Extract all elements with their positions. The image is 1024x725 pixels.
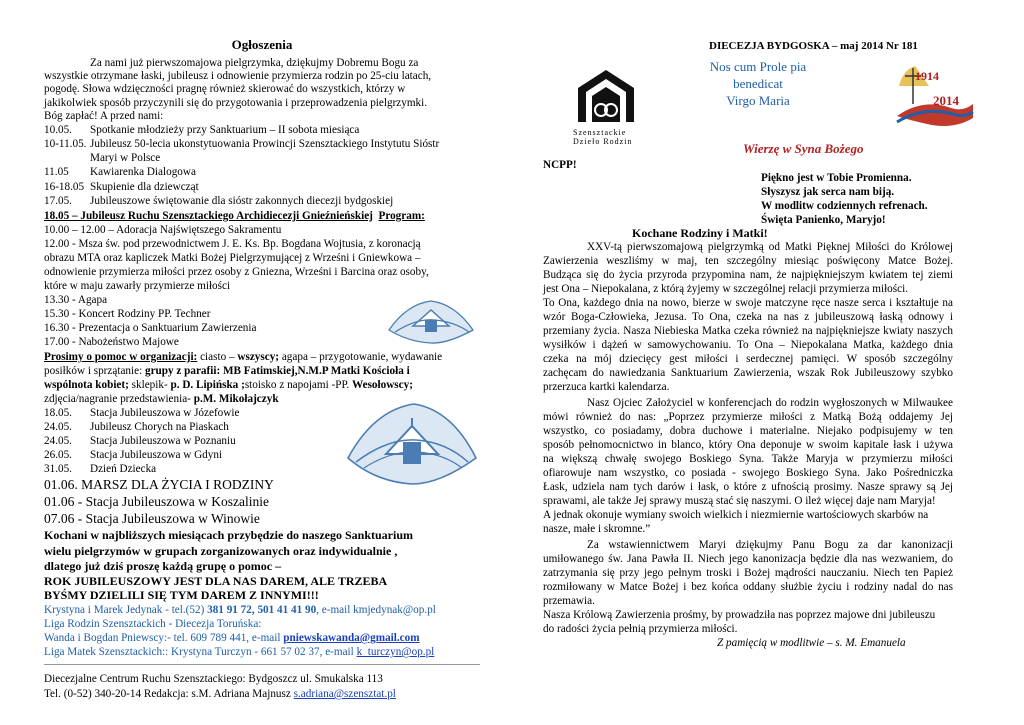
event-text: Skupienie dla dziewcząt [90, 181, 199, 193]
contact-phone: 381 91 72, 501 41 41 90 [207, 604, 317, 616]
ncpp: NCPP! [543, 159, 577, 171]
jubilee-title: 18.05 – Jubileusz Ruchu Szensztackiego Archidiecezji Gnieźnieńskiej [44, 210, 373, 222]
help-text: wspólnota kobiet; [44, 379, 129, 391]
letter-line: jest Ona – Niepokalana, z którą żyjemy w szczególnej relacji przymierza miłości. [543, 283, 908, 295]
letter-line: To Ona, każdego dnia na nowo, bierze w swoje matczyne ręce nasze serca i kształtuje na [543, 297, 953, 309]
help-text: ciasto – [197, 351, 238, 363]
motto-line: ROK JUBILEUSZOWY JEST DLA NAS DAREM, ALE TRZEBA [44, 574, 388, 588]
program-line: obrazu MTA oraz kapliczek Matki Bożej Pielgrzymującej z Wrześni i Gniewkowa – [44, 252, 421, 264]
letter-line: sposób pełnomocnictwo in blanco, który Ona deponuje w swoim kapitale łask i używa [543, 439, 953, 451]
event-text: Maryi w Polsce [90, 152, 161, 164]
event-text: Stacja Jubileuszowa w Gdyni [90, 449, 223, 461]
contact-text: Krystyna i Marek Jedynak - tel.(52) [44, 604, 208, 616]
help-text: zdjęcia/nagranie przedstawienia- [44, 393, 194, 405]
program-label: Program: [378, 210, 425, 222]
footer-contact [44, 688, 396, 701]
announcements-title: Ogłoszenia [231, 37, 293, 52]
letter-heading: Kochane Rodziny i Matki! [632, 226, 768, 240]
shrine-emblem-icon [344, 398, 480, 486]
program-line: 17.00 - Nabożeństwo Majowe [44, 336, 179, 348]
letter-line: wzór Boga-Człowieka, Jezusa. To Ona, czeka na nas z jubileuszową łaską odnowy i [543, 311, 953, 323]
event-date: 16-18.05 [44, 181, 85, 193]
event-text: Kawiarenka Dialogowa [90, 166, 196, 178]
letter-line: czeka na mój dziecięcy gest miłości i serdecznej pamięci. W sposób szczególny [543, 353, 953, 365]
program-line: które w maju zawarły przymierze miłości [44, 280, 231, 292]
letter-line: mówi również do nas: „Poprzez przymierze miłości z Matką Bożą oddajemy Jej [543, 411, 953, 423]
help-text: p.M. Mikołajczyk [193, 393, 279, 405]
program-line: 10.00 – 12.00 – Adoracja Najświętszego Sakramentu [44, 224, 282, 236]
poem-line: W modlitw codziennych refrenach. [761, 200, 928, 212]
letter-line: sprawami, ale także Jej sprawy muszą stać się naszymi. O ileż więcej daje nam Maryja! [543, 495, 936, 507]
help-label: Prosimy o pomoc w organizacji: [44, 351, 198, 363]
email-link[interactable]: k_turczyn@op.pl [356, 646, 435, 658]
letter-line: Nasza Królową Zawierzenia prośmy, by prowadziła nas poprzez majowe dni jubileuszu [543, 609, 936, 621]
help-text: agapa – przygotowanie, wydawanie [279, 351, 443, 363]
contact-text: , e-mail kmjedynak@op.pl [316, 604, 436, 616]
signature: Z pamięcią w modlitwie – s. M. Emanuela [717, 637, 906, 649]
motto-line: BYŚMY DZIELILI SIĘ TYM DAREM Z INNYMI!!! [44, 588, 319, 602]
appeal-line: wielu pielgrzymów w grupach zorganizowanych oraz indywidualnie , [44, 544, 398, 558]
blessing-line: Nos cum Prole pia [709, 59, 807, 74]
jubilee-line [44, 210, 425, 223]
event-date: 10-11.05. [44, 138, 87, 150]
event-date: 26.05. [44, 449, 72, 461]
program-line: 16.30 - Prezentacja o Sanktuarium Zawierzenia [44, 322, 257, 334]
intro-line: pogodę. Słowa wdzięczności pragnę również skierować do wszystkich, którzy w [44, 83, 406, 95]
letter-line: umiłowanego św. Jana Pawła II. Niech jego kanonizacja będzie dla nas wezwaniem, do [543, 553, 953, 565]
help-line [44, 351, 442, 364]
contact-text: Liga Matek Szensztackich:: Krystyna Turczyn - 661 57 02 37, e-mail [44, 646, 357, 658]
event-text: Dzień Dziecka [90, 463, 157, 475]
contact-pniewscy [44, 632, 420, 645]
help-line [44, 365, 410, 378]
poem-line: Piękno jest w Tobie Promienna. [761, 172, 912, 184]
event-date: 17.05. [44, 195, 72, 207]
station-koszalin: 01.06 - Stacja Jubileuszowa w Koszalinie [44, 494, 269, 509]
intro-line: jakikolwiek sposób przyczynili się do przygotowania i przeprowadzenia pielgrzymki. [44, 97, 428, 109]
event-text: Stacja Jubileuszowa w Józefowie [90, 407, 240, 419]
contact-jedynak [44, 604, 436, 617]
help-text: wszyscy; [237, 351, 280, 363]
help-line [44, 393, 279, 406]
letter-line: Zawierzenia weszliśmy w maj, ten szczególny miesiąc poświęcony Matce Bożej. [543, 255, 953, 267]
letter-line: Nasz Ojciec Założyciel w konferencjach do rodzin wygłoszonych w Milwaukee [587, 397, 953, 409]
email-link[interactable]: pniewskawanda@gmail.com [283, 632, 420, 644]
letter-line: przerzuca kartki kalendarza. [543, 381, 670, 393]
letter-line: A jednak okonuje wymiany swoich wielkich i niezmiernie wartościowych skarbów na [543, 509, 929, 521]
issue-header: DIECEZJA BYDGOSKA – maj 2014 Nr 181 [709, 40, 918, 52]
help-text: grupy z parafii: MB Fatimskiej,N.M.P Matki Kościoła i [144, 365, 410, 377]
contact-turczyn [44, 646, 434, 659]
program-line: 13.30 - Agapa [44, 294, 108, 306]
appeal-line: Kochani w najbliższych miesiącach przybędzie do naszego Sanktuarium [44, 528, 414, 542]
footer-text: Tel. (0-52) 340-20-14 Redakcja: s.M. Adriana Majnusz [44, 688, 294, 700]
letter-line: XXV-tą pierwszomajową pielgrzymką od Matki Pięknej Miłości do Królowej [587, 241, 953, 253]
letter-line: Łask, udziela nam tych darów i łask, o które z ufnością prosimy. Nasze sprawy są Jej [543, 481, 953, 493]
intro-line: Za nami już pierwszomajowa pielgrzymka, dziękujmy Dobremu Bogu za [90, 57, 419, 69]
help-text: p. D. Lipińska ; [170, 379, 245, 391]
letter-line: Za wstawiennictwem Maryi dziękujmy Panu Bogu za dar kanonizacji [587, 539, 953, 551]
program-line: odnowienie przymierza miłości przez osoby z Gniezna, Wrześni i Barcina oraz osoby, [44, 266, 429, 278]
contact-league-title: Liga Rodzin Szensztackich - Diecezja Toruńska: [44, 618, 262, 630]
event-date: 18.05. [44, 407, 72, 419]
poem-line: Słyszysz jak serca nam biją. [761, 186, 895, 198]
help-line [44, 379, 413, 392]
letter-line: Budząca się do życia przyroda przypomina nam, że najpiękniejszym kwiatem tej ziemi [543, 269, 953, 281]
shrine-emblem-icon [387, 296, 475, 344]
jubilee-year: 1914 [915, 69, 939, 83]
logo-caption: Szensztackie [573, 128, 627, 137]
help-text: posiłków i sprzątanie: [44, 365, 145, 377]
march-for-life: 01.06. MARSZ DLA ŻYCIA I RODZINY [44, 477, 274, 492]
letter-line: zatrzymania się przy jego pełnym troski i Bożej mądrości nauczaniu. Niech ten Papież [543, 567, 953, 579]
letter-line: nasze, małe i skromne.” [543, 523, 651, 535]
event-text: Jubileusz Chorych na Piaskach [90, 421, 229, 433]
blessing-line: Virgo Maria [726, 93, 790, 108]
footer-address: Diecezjalne Centrum Ruchu Szensztackiego: Bydgoszcz ul. Smukalska 113 [44, 673, 383, 685]
event-date: 24.05. [44, 435, 72, 447]
jubilee-year: 2014 [933, 93, 959, 108]
event-date: 24.05. [44, 421, 72, 433]
event-date: 11.05 [44, 166, 69, 178]
letter-line: do radości życia pełnią przymierza miłości. [543, 623, 738, 635]
poem-line: Święta Panienko, Maryjo! [761, 214, 886, 226]
schoenstatt-family-logo-icon [570, 68, 642, 124]
letter-line: wszystko, co posiadamy, dobra duchowe i materialne. Niejako podpisujemy w ten [543, 425, 953, 437]
letter-line: na większą chwałę swojego Boskiego Syna. Także Maryja w przymierzu miłości [543, 453, 953, 465]
letter-line: zachęcam do nawiedzania Sanktuarium Zawierzenia, wszak Rok Jubileuszowy szybko [543, 367, 953, 379]
letter-line: rozmiłowany w Matce Bożej i bez końca oddany służbie życiu i rodziny nadal do nas [543, 581, 953, 593]
contact-text: Wanda i Bogdan Pniewscy:- tel. 609 789 441, e-mail [44, 632, 284, 644]
event-date: 10.05. [44, 124, 72, 136]
letter-line: ofiarowuje nam wszystko, co posiada - swojego Boskiego Syna. Jako Pośredniczka [543, 467, 953, 479]
letter-line: przemiany życia. Nasza Niebieska Matka czeka również na najpiękniejsze kwiaty naszych [543, 325, 953, 337]
event-text: Jubileuszowe świętowanie dla sióstr zakonnych diecezji bydgoskiej [90, 195, 394, 207]
program-line: 12.00 - Msza św. pod przewodnictwem J. E. Ks. Bp. Bogdana Wojtusia, z koronacją [44, 238, 421, 250]
intro-line: Bóg zapłać! A przed nami: [44, 110, 164, 122]
help-text: sklepik- [128, 379, 171, 391]
footer-divider [44, 664, 480, 665]
believe-heading: Wierzę w Syna Bożego [743, 141, 864, 156]
event-text: Jubileusz 50-lecia ukonstytuowania Prowincji Szensztackiego Instytutu Sióstr [90, 138, 440, 150]
intro-line: wszystkie otrzymane łaski, jubileusz i odnowienie przymierza rodzin po 25-ciu latach, [44, 70, 432, 82]
appeal-line: dlatego już dziś proszę każdą grupę o pomoc – [44, 559, 282, 573]
help-text: stoisko z napojami -PP. [244, 379, 353, 391]
event-text: Stacja Jubileuszowa w Poznaniu [90, 435, 236, 447]
blessing-line: benedicat [733, 76, 783, 91]
letter-line: przemawia. [543, 595, 595, 607]
email-link[interactable]: s.adriana@szensztat.pl [293, 688, 396, 700]
program-line: 15.30 - Koncert Rodziny PP. Techner [44, 308, 211, 320]
help-text: Wesołowscy; [352, 379, 413, 391]
letter-line: wysiłków i dążeń w samowychowaniu. To Ona – Niepokalana Matka, każdego dnia [543, 339, 953, 351]
station-winowo: 07.06 - Stacja Jubileuszowa w Winowie [44, 511, 260, 526]
event-text: Spotkanie młodzieży przy Sanktuarium – II sobota miesiąca [90, 124, 360, 136]
logo-caption: Dzieło Rodzin [573, 137, 633, 146]
event-date: 31.05. [44, 463, 72, 475]
